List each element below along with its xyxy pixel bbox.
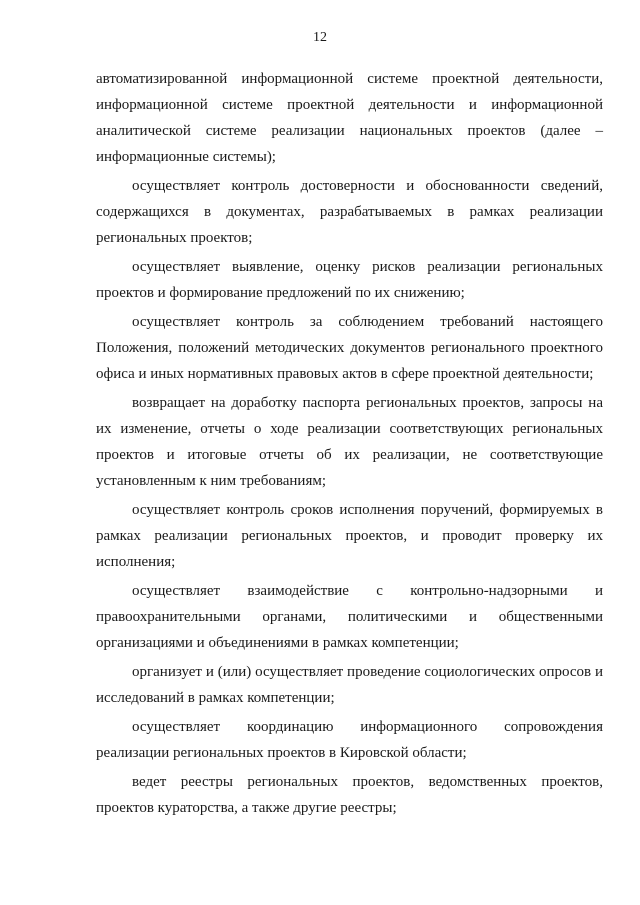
document-body <box>96 66 603 824</box>
paragraph: осуществляет взаимодействие с контрольно-надзорными и правоохранительными органами, политическими и общественными организациями и объединениями в рамках компетенции; <box>96 583 603 651</box>
paragraph: осуществляет контроль достоверности и обоснованности сведений, содержащихся в документах, разрабатываемых в рамках реализации региональных проектов; <box>96 178 603 246</box>
paragraph: ведет реестры региональных проектов, ведомственных проектов, проектов кураторства, а также другие реестры; <box>96 774 603 816</box>
paragraph: осуществляет координацию информационного сопровождения реализации региональных проектов в Кировской области; <box>96 719 603 761</box>
paragraph: осуществляет выявление, оценку рисков реализации региональных проектов и формирование предложений по их снижению; <box>96 259 603 301</box>
paragraph: осуществляет контроль за соблюдением требований настоящего Положения, положений методических документов регионального проектного офиса и иных нормативных правовых актов в сфере проектной деятельности; <box>96 314 603 382</box>
paragraph: осуществляет контроль сроков исполнения поручений, формируемых в рамках реализации региональных проектов, и проводит проверку их исполнения; <box>96 502 603 570</box>
paragraph: возвращает на доработку паспорта региональных проектов, запросы на их изменение, отчеты о ходе реализации соответствующих региональных проектов и итоговые отчеты об их реализации, не соответствующие установленным к ним требованиям; <box>96 395 603 489</box>
paragraph: автоматизированной информационной системе проектной деятельности, информационной системе проектной деятельности и информационной аналитической системе реализации национальных проектов (далее – информационные системы); <box>96 71 603 165</box>
page-number: 12 <box>313 30 327 45</box>
paragraph: организует и (или) осуществляет проведение социологических опросов и исследований в рамках компетенции; <box>96 664 603 706</box>
